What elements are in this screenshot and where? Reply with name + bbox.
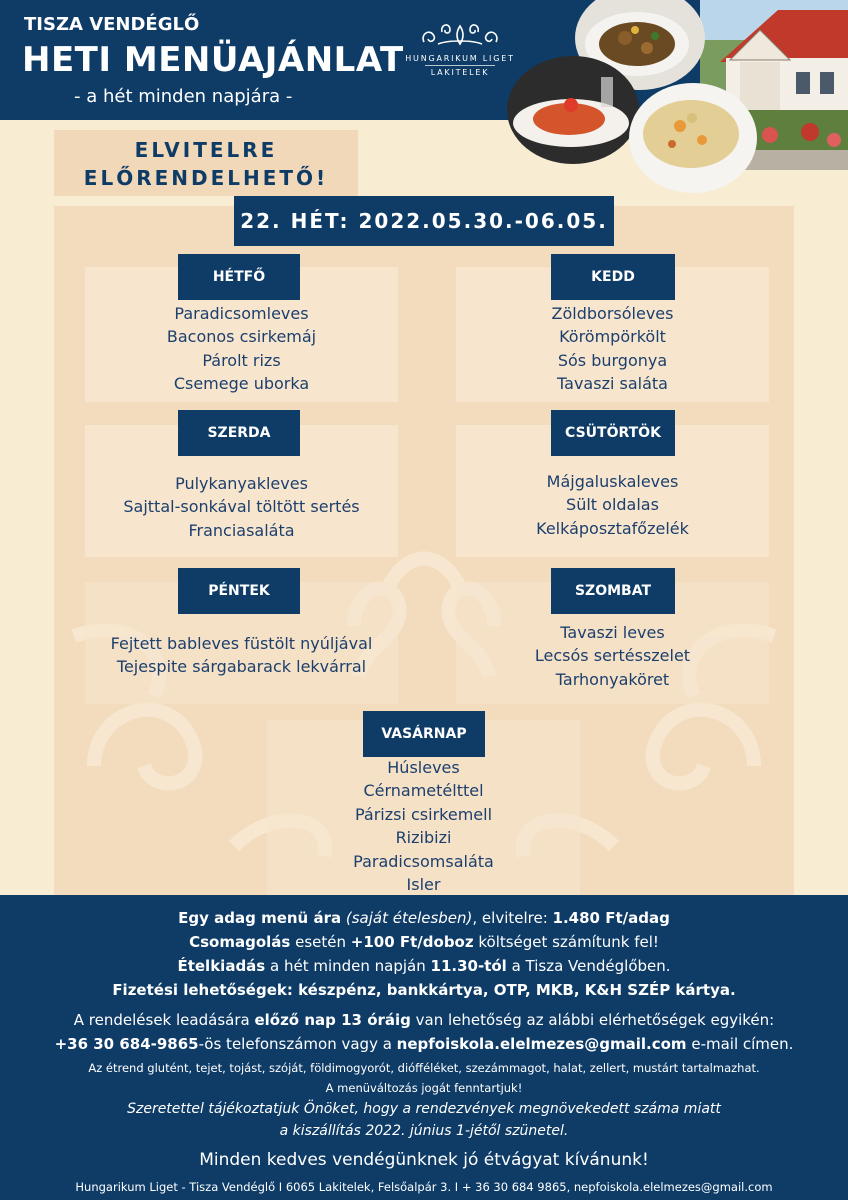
menu-item: Franciasaláta [188, 520, 295, 540]
contact-line [0, 1035, 848, 1053]
order-text: A rendelések leadására [73, 1011, 255, 1029]
price-note: (saját ételesben) [341, 909, 473, 927]
menu-list-friday [85, 632, 398, 679]
menu-list-monday [85, 302, 398, 396]
serving-place: a Tisza Vendéglőben. [506, 957, 671, 975]
change-notice: A menüváltozás jogát fenntartjuk! [325, 1081, 523, 1095]
menu-item: Csemege uborka [173, 374, 310, 394]
info-footer [0, 895, 848, 1200]
serving-text: a hét minden napján [265, 957, 431, 975]
price-label: Egy adag menü ára [178, 909, 342, 927]
address-line: Hungarikum Liget - Tisza Vendéglő I 6065 Lakitelek, Felsőalpár 3. I + 36 30 684 9865, nepfoiskola.elelmezes@gmail.com [75, 1180, 773, 1194]
restaurant-name: TISZA VENDÉGLŐ [24, 14, 200, 35]
menu-list-saturday [456, 621, 769, 691]
menu-item: Húsleves [387, 758, 460, 777]
menu-list-wednesday [85, 472, 398, 542]
food-photo-pasta [505, 55, 640, 165]
payment-line: Fizetési lehetőségek: készpénz, bankkártya, OTP, MKB, K&H SZÉP kártya. [112, 981, 736, 999]
packaging-text: esetén [290, 933, 351, 951]
menu-item: Tavaszi saláta [557, 374, 668, 394]
takeaway-notice [54, 130, 358, 196]
day-label-sunday: VASÁRNAP [363, 711, 485, 757]
allergen-notice: Az étrend glutént, tejet, tojást, szóját, földimogyorót, diófféléket, szezámmagot, halat, zellert, mustárt tartalmazhat. [88, 1061, 760, 1075]
menu-item: Rizibizi [395, 828, 452, 848]
price-value: 1.480 Ft/adag [552, 909, 670, 927]
day-label-monday: HÉTFŐ [178, 254, 300, 300]
logo-text-line2: LAKITELEK [430, 68, 490, 77]
serving-line [0, 957, 848, 975]
price-line [0, 909, 848, 927]
price-text: , elvitelre: [472, 909, 553, 927]
menu-item: Isler [406, 875, 441, 895]
packaging-note: költséget számítunk fel! [473, 933, 659, 951]
email-link[interactable]: nepfoiskola.elelmezes@gmail.com [396, 1035, 687, 1053]
takeaway-line1: ELVITELRE [134, 138, 278, 162]
day-label-thursday: CSÜTÖRTÖK [551, 410, 675, 456]
food-photo-soup [628, 82, 758, 194]
menu-item: Zöldborsóleves [551, 304, 674, 323]
page-subtitle: - a hét minden napjára - [74, 86, 293, 107]
serving-time: 11.30-tól [430, 957, 507, 975]
menu-item: Párizsi csirkemell [354, 804, 493, 824]
order-deadline: előző nap 13 óráig [254, 1011, 411, 1029]
delivery-notice-line1: Szeretettel tájékoztatjuk Önöket, hogy a rendezvények megnövekedett száma miatt [127, 1101, 721, 1117]
day-label-tuesday: KEDD [551, 254, 675, 300]
serving-label: Ételkiadás [177, 957, 266, 975]
week-label: 22. HÉT: 2022.05.30.-06.05. [234, 196, 614, 246]
menu-item: Fejtett bableves füstölt nyúljával [110, 634, 373, 653]
menu-item: Baconos csirkemáj [166, 327, 317, 347]
menu-item: Paradicsomleves [174, 304, 309, 323]
menu-item: Pulykanyakleves [175, 474, 308, 493]
day-label-friday: PÉNTEK [178, 568, 300, 614]
day-label-saturday: SZOMBAT [551, 568, 675, 614]
menu-item: Körömpörkölt [559, 327, 666, 347]
menu-item: Sült oldalas [566, 495, 659, 515]
packaging-label: Csomagolás [189, 933, 291, 951]
menu-item: Májgaluskaleves [546, 472, 679, 491]
hungarikum-liget-logo [405, 20, 515, 95]
contact-text-end: e-mail címen. [686, 1035, 794, 1053]
header-banner [0, 0, 848, 120]
menu-list-tuesday [456, 302, 769, 396]
logo-text-line1: HUNGARIKUM LIGET [405, 54, 515, 63]
menu-item: Paradicsomsaláta [353, 851, 494, 871]
menu-item: Sajttal-sonkával töltött sertés [123, 497, 360, 517]
contact-text: -ös telefonszámon vagy a [198, 1035, 397, 1053]
menu-item: Tarhonyaköret [555, 669, 670, 689]
order-line [0, 1011, 848, 1029]
order-text-end: van lehetőség az alábbi elérhetőségek egyikén: [410, 1011, 775, 1029]
menu-item: Kelkáposztafőzelék [536, 518, 689, 538]
menu-item: Párolt rizs [202, 350, 281, 370]
page-title: HETI MENÜAJÁNLAT [22, 40, 404, 80]
greeting-line: Minden kedves vendégünknek jó étvágyat kívánunk! [199, 1150, 649, 1170]
packaging-price: +100 Ft/doboz [350, 933, 474, 951]
menu-list-sunday [267, 756, 580, 896]
takeaway-line2: ELŐRENDELHETŐ! [83, 166, 329, 190]
menu-item: Lecsós sertésszelet [534, 646, 691, 666]
day-label-wednesday: SZERDA [178, 410, 300, 456]
menu-item: Sós burgonya [557, 350, 668, 370]
menu-item: Tejespite sárgabarack lekvárral [116, 657, 367, 677]
ornament-icon [418, 20, 502, 50]
packaging-line [0, 933, 848, 951]
phone-link[interactable]: +36 30 684-9865 [54, 1035, 199, 1053]
menu-item: Cérnametélttel [363, 781, 484, 801]
menu-list-thursday [456, 470, 769, 540]
menu-item: Tavaszi leves [560, 623, 665, 642]
delivery-notice-line2: a kiszállítás 2022. június 1-jétől szünetel. [279, 1123, 569, 1139]
